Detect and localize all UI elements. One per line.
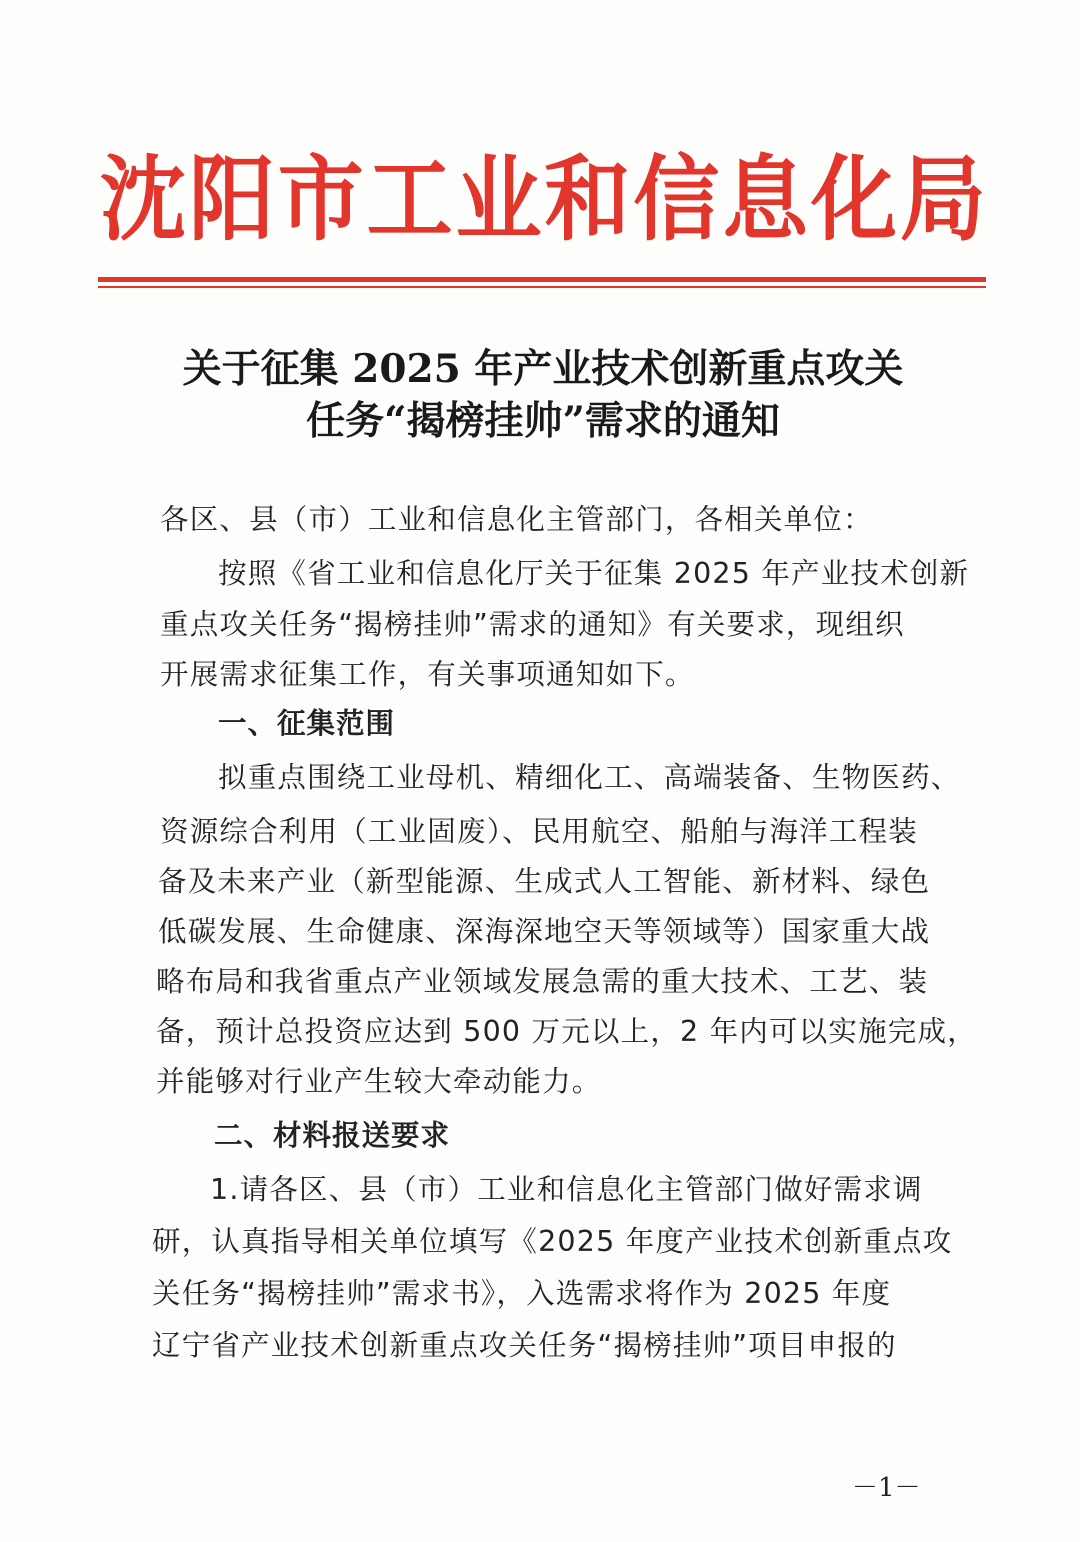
header-char: 化 — [811, 144, 897, 254]
section-1-line: 低碳发展、生命健康、深海深地空天等领域等）国家重大战 — [158, 915, 931, 948]
header-divider-thin — [98, 286, 986, 288]
header-char: 业 — [455, 144, 542, 254]
header-char: 市 — [277, 144, 364, 254]
header-char: 局 — [899, 144, 986, 254]
section-2-line: 研，认真指导相关单位填写《2025 年度产业技术创新重点攻 — [152, 1225, 953, 1258]
header-divider-thick — [98, 277, 986, 282]
section-2-line: 1.请各区、县（市）工业和信息化主管部门做好需求调 — [210, 1173, 923, 1206]
header-char: 信 — [633, 144, 720, 254]
header-char: 息 — [722, 144, 809, 254]
section-1-line: 拟重点围绕工业母机、精细化工、高端装备、生物医药、 — [218, 761, 961, 794]
intro-line: 开展需求征集工作，有关事项通知如下。 — [160, 658, 695, 691]
section-1-heading: 一、征集范围 — [218, 707, 396, 740]
header-char: 和 — [544, 144, 631, 254]
intro-line: 重点攻关任务“揭榜挂帅”需求的通知》有关要求，现组织 — [160, 608, 905, 641]
header-char: 阳 — [188, 144, 275, 254]
intro-line: 按照《省工业和信息化厅关于征集 2025 年产业技术创新 — [218, 557, 970, 590]
section-1-line: 备，预计总投资应达到 500 万元以上，2 年内可以实施完成， — [156, 1015, 977, 1048]
section-1-line: 略布局和我省重点产业领域发展急需的重大技术、工艺、装 — [156, 965, 929, 998]
section-1-line: 备及未来产业（新型能源、生成式人工智能、新材料、绿色 — [158, 865, 931, 898]
salutation: 各区、县（市）工业和信息化主管部门，各相关单位： — [160, 503, 873, 536]
section-2-heading: 二、材料报送要求 — [214, 1119, 451, 1152]
section-2-line: 辽宁省产业技术创新重点攻关任务“揭榜挂帅”项目申报的 — [152, 1329, 897, 1362]
section-1-line: 资源综合利用（工业固废）、民用航空、船舶与海洋工程装 — [160, 815, 918, 848]
issuing-authority-header — [100, 140, 986, 260]
section-2-line: 关任务“揭榜挂帅”需求书》，入选需求将作为 2025 年度 — [152, 1277, 892, 1310]
page-number: －1－ — [852, 1473, 921, 1503]
section-1-line: 并能够对行业产生较大牵动能力。 — [156, 1065, 602, 1098]
document-title-line-1: 关于征集 2025 年产业技术创新重点攻关 — [182, 346, 904, 392]
document-title-line-2: 任务“揭榜挂帅”需求的通知 — [306, 398, 780, 444]
header-char: 工 — [366, 144, 453, 254]
header-char: 沈 — [100, 144, 186, 254]
